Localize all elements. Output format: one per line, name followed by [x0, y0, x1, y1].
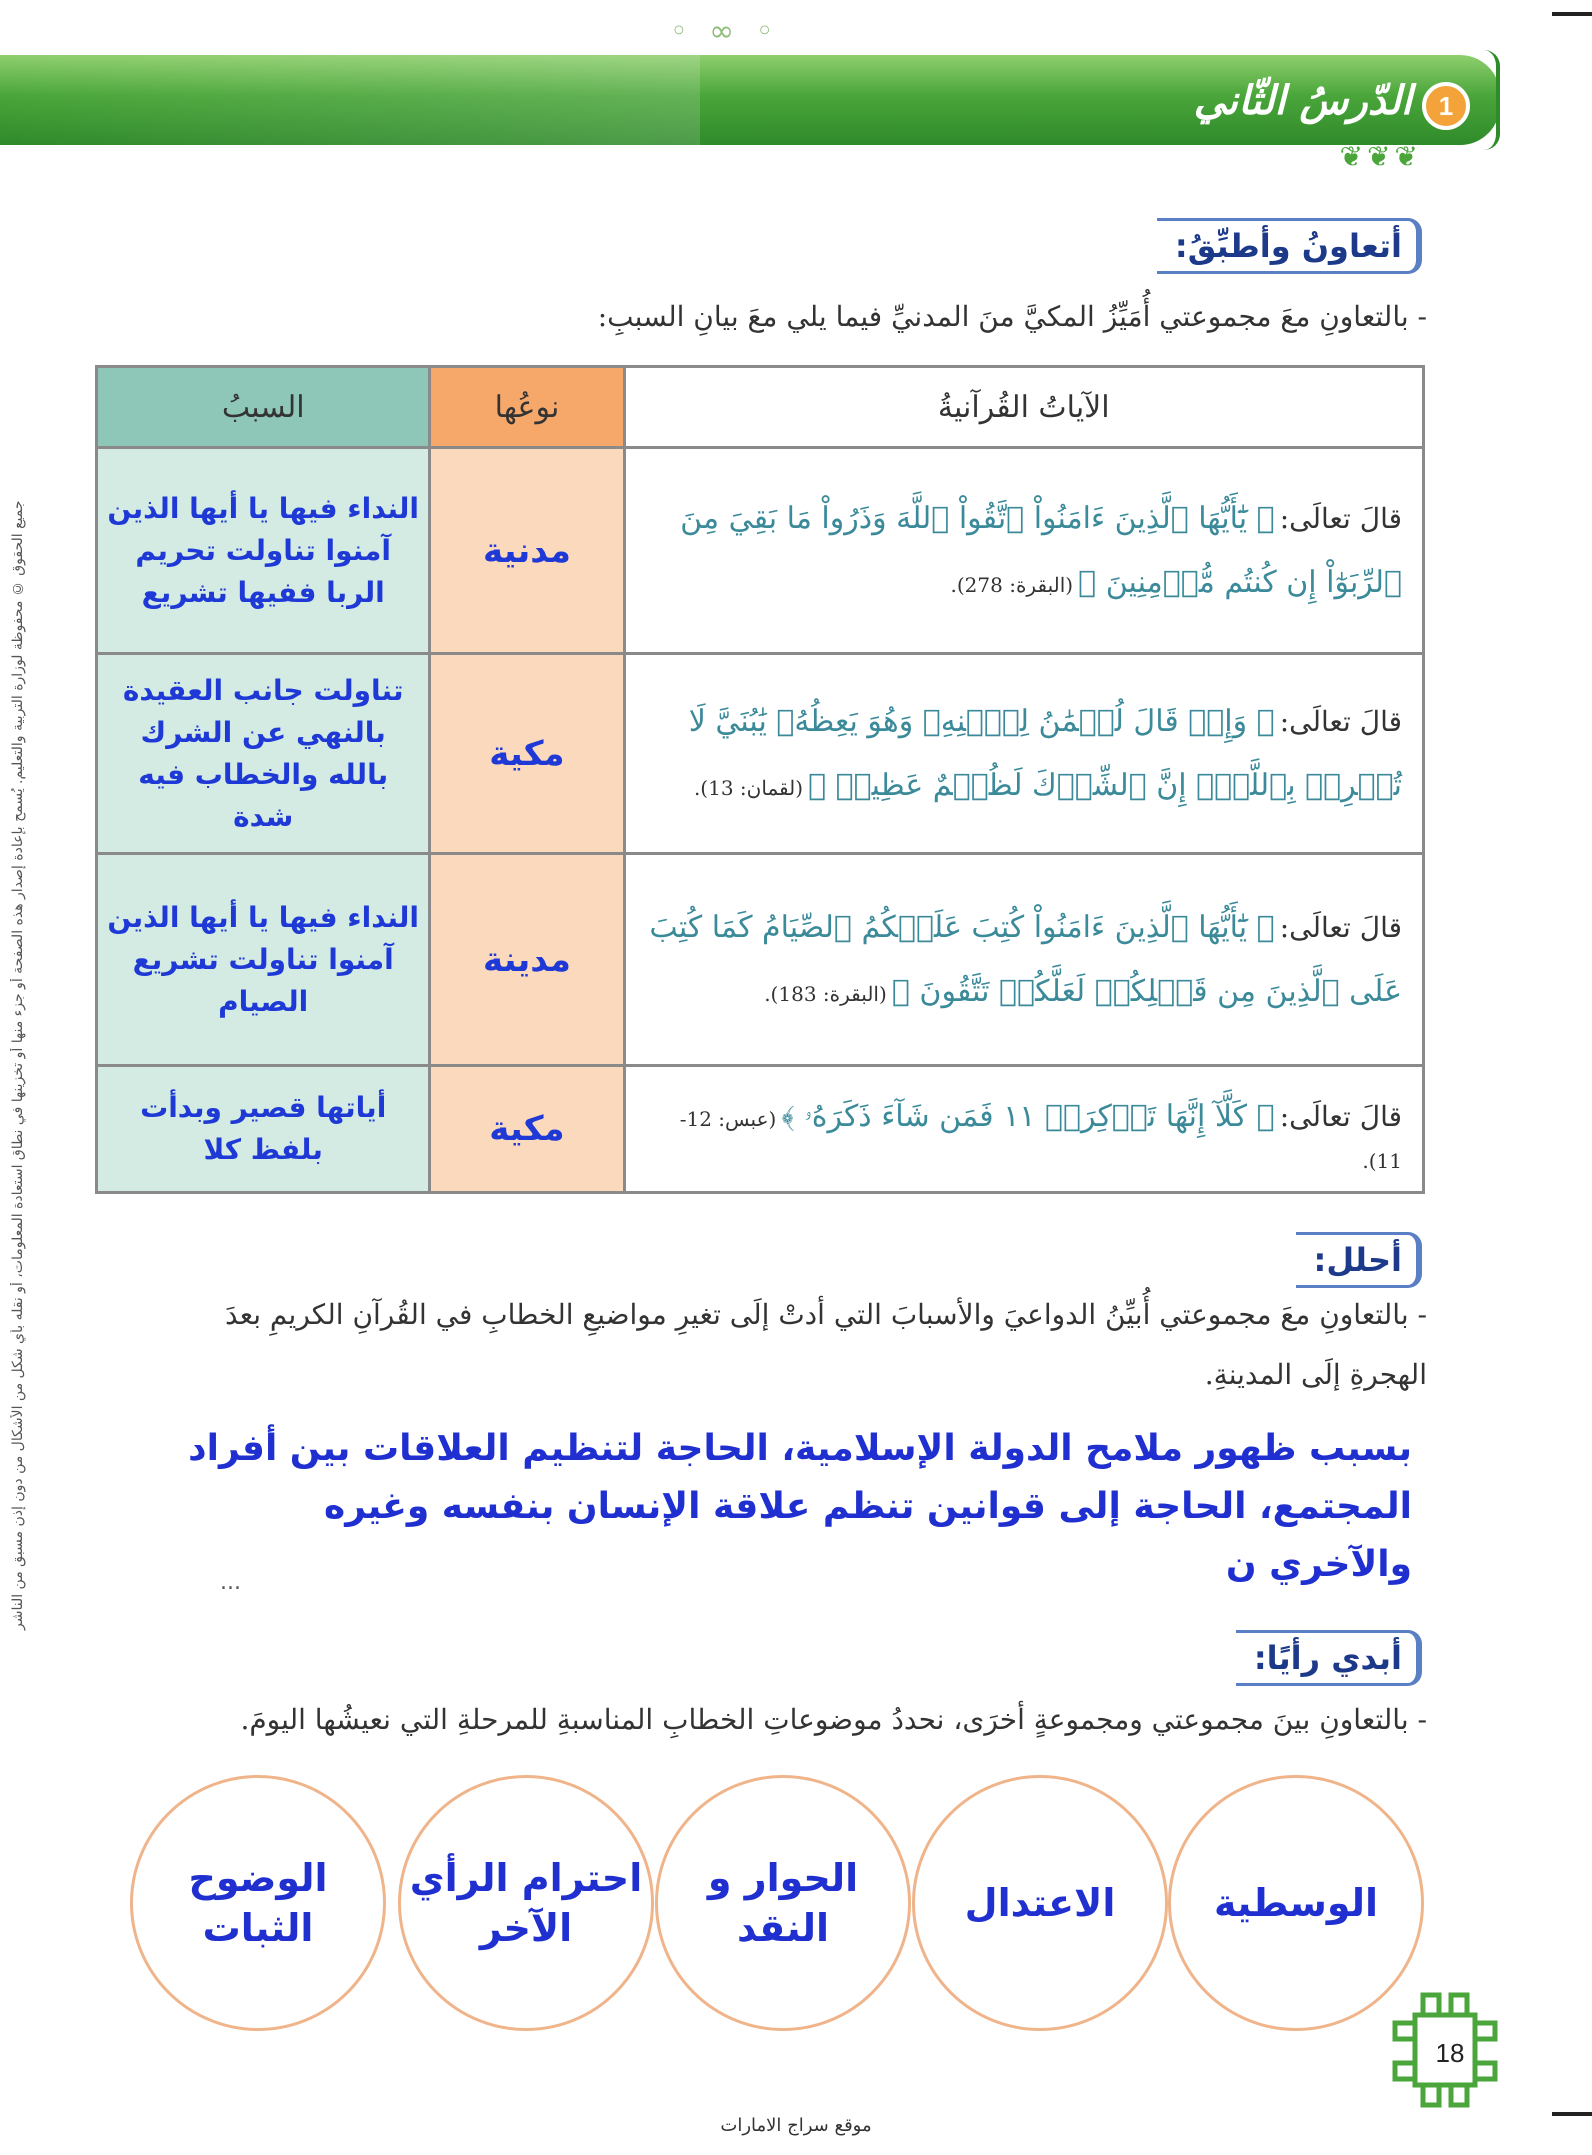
verse-reference: (عبس: 12-11). [679, 1107, 1402, 1173]
opinion-heading: أبدي رأيًا: [1236, 1630, 1422, 1686]
cooperate-heading: أتعاونُ وأطبِّقُ: [1157, 218, 1422, 274]
topic-circle-wasatiyya: الوسطية [1168, 1775, 1424, 2031]
table-row [97, 854, 1424, 1066]
verse-cell [624, 654, 1424, 854]
topic-circle-dialogue: الحوار و النقد [655, 1775, 911, 2031]
reason-column-header: السببُ [97, 367, 430, 448]
type-column-header: نوعُها [430, 367, 624, 448]
topic-circle-respect: احترام الرأي الآخر [398, 1775, 654, 2031]
verse-intro: قالَ تعالَى: [1279, 1100, 1402, 1133]
analyze-heading: أحلل: [1296, 1232, 1422, 1288]
verses-table [95, 365, 1425, 1194]
banner-pattern [0, 55, 700, 145]
lesson-number-badge: 1 [1422, 82, 1470, 130]
verse-reference: (البقرة: 278). [950, 572, 1074, 597]
analyze-instruction: - بالتعاونِ معَ مجموعتي أُبيِّنُ الدواعيَ والأسبابَ التي أدتْ إلَى تغيرِ مواضيعِ الخطابِ في القُرآنِ الكريمِ بعدَ الهجرةِ إلَى المدينةِ. [225, 1298, 1427, 1391]
topic-circle-itidal: الاعتدال [912, 1775, 1168, 2031]
lesson-title: الدّرسُ الثّاني [1193, 78, 1412, 124]
verses-column-header: الآياتُ القُرآنيةُ [624, 367, 1424, 448]
reason-cell: تناولت جانب العقيدة بالنهي عن الشرك بالله والخطاب فيه شدة [97, 654, 430, 854]
verse-intro: قالَ تعالَى: [1279, 704, 1402, 738]
edge-mark [1552, 12, 1592, 16]
verse-text: ﴿ كَلَّآ إِنَّهَا تَذۡكِرَةٞ ١١ فَمَن شَآءَ ذَكَرَهُۥ ﴾ [781, 1099, 1275, 1134]
opinion-instruction: - بالتعاونِ بينَ مجموعتي ومجموعةٍ أخرَى، نحددُ موضوعاتِ الخطابِ المناسبةِ للمرحلةِ التي نعيشُها اليومَ. [240, 1703, 1427, 1736]
verse-text: ﴿ يَٰٓأَيُّهَا ٱلَّذِينَ ءَامَنُواْ ٱتَّقُواْ ٱللَّهَ وَذَرُواْ مَا بَقِيَ مِنَ ٱلرِّبَوٰٓاْ إِن كُنتُم مُّؤۡمِنِينَ ﴾ [680, 500, 1402, 600]
table-header-row [97, 367, 1424, 448]
type-cell: مدينة [430, 854, 624, 1066]
reason-cell: النداء فيها يا أيها الذين آمنوا تناولت تحريم الربا ففيها تشريع [97, 448, 430, 654]
answer-dots: ... [220, 1570, 241, 1595]
reason-cell: النداء فيها يا أيها الذين آمنوا تناولت تشريع الصيام [97, 854, 430, 1066]
cooperate-instruction: - بالتعاونِ معَ مجموعتي أُمَيِّزُ المكيَّ منَ المدنيِّ فيما يلي معَ بيانِ السببِ: [597, 300, 1427, 333]
table-row [97, 1066, 1424, 1193]
verse-cell [624, 448, 1424, 654]
type-cell: مدنية [430, 448, 624, 654]
page-number: 18 [1435, 2038, 1465, 2068]
footer-site-name: موقع سراج الامارات [720, 2115, 872, 2136]
verse-text: ﴿ يَٰٓأَيُّهَا ٱلَّذِينَ ءَامَنُواْ كُتِبَ عَلَيۡكُمُ ٱلصِّيَامُ كَمَا كُتِبَ عَلَى ٱلَّذِينَ مِن قَبۡلِكُمۡ لَعَلَّكُمۡ تَتَّقُونَ ﴾ [649, 909, 1402, 1009]
top-ornament: ◦ ∞ ◦ [670, 14, 780, 49]
banner-ornament: ❦❦❦ [1339, 140, 1422, 173]
verse-cell [624, 854, 1424, 1066]
table-row [97, 654, 1424, 854]
banner-edge [1484, 50, 1500, 150]
analyze-answer: بسبب ظهور ملامح الدولة الإسلامية، الحاجة لتنظيم العلاقات بين أفراد المجتمع، الحاجة إلى قوانين تنظم علاقة الإنسان بنفسه وغيره والآخري ن [188, 1428, 1412, 1585]
type-cell: مكية [430, 1066, 624, 1193]
copyright-notice: جميع الحقوق © محفوظة لوزارة التربية والتعليم. يُسمح بإعادة إصدار هذه الصفحة أو جزء منها أو تخزينها في نطاق استعادة المعلومات، أو نقله بأي شكل من الأشكال من دون إذن مسبق من الناشر [10, 500, 26, 1630]
topic-circle-clarity: الوضوح الثبات [130, 1775, 386, 2031]
verse-intro: قالَ تعالَى: [1279, 501, 1402, 535]
verse-cell [624, 1066, 1424, 1193]
reason-cell: أياتها قصير وبدأت بلفظ كلا [97, 1066, 430, 1193]
type-cell: مكية [430, 654, 624, 854]
verse-reference: (لقمان: 13). [693, 775, 804, 800]
verse-text: ﴿ وَإِذۡ قَالَ لُقۡمَٰنُ لِٱبۡنِهِۦ وَهُوَ يَعِظُهُۥ يَٰبُنَيَّ لَا تُشۡرِكۡ بِٱللَّهِۖ إِنَّ ٱلشِّرۡكَ لَظُلۡمٌ عَظِيمٞ ﴾ [688, 703, 1402, 803]
verse-intro: قالَ تعالَى: [1279, 910, 1402, 944]
verse-reference: (البقرة: 183). [764, 981, 887, 1006]
table-row [97, 448, 1424, 654]
